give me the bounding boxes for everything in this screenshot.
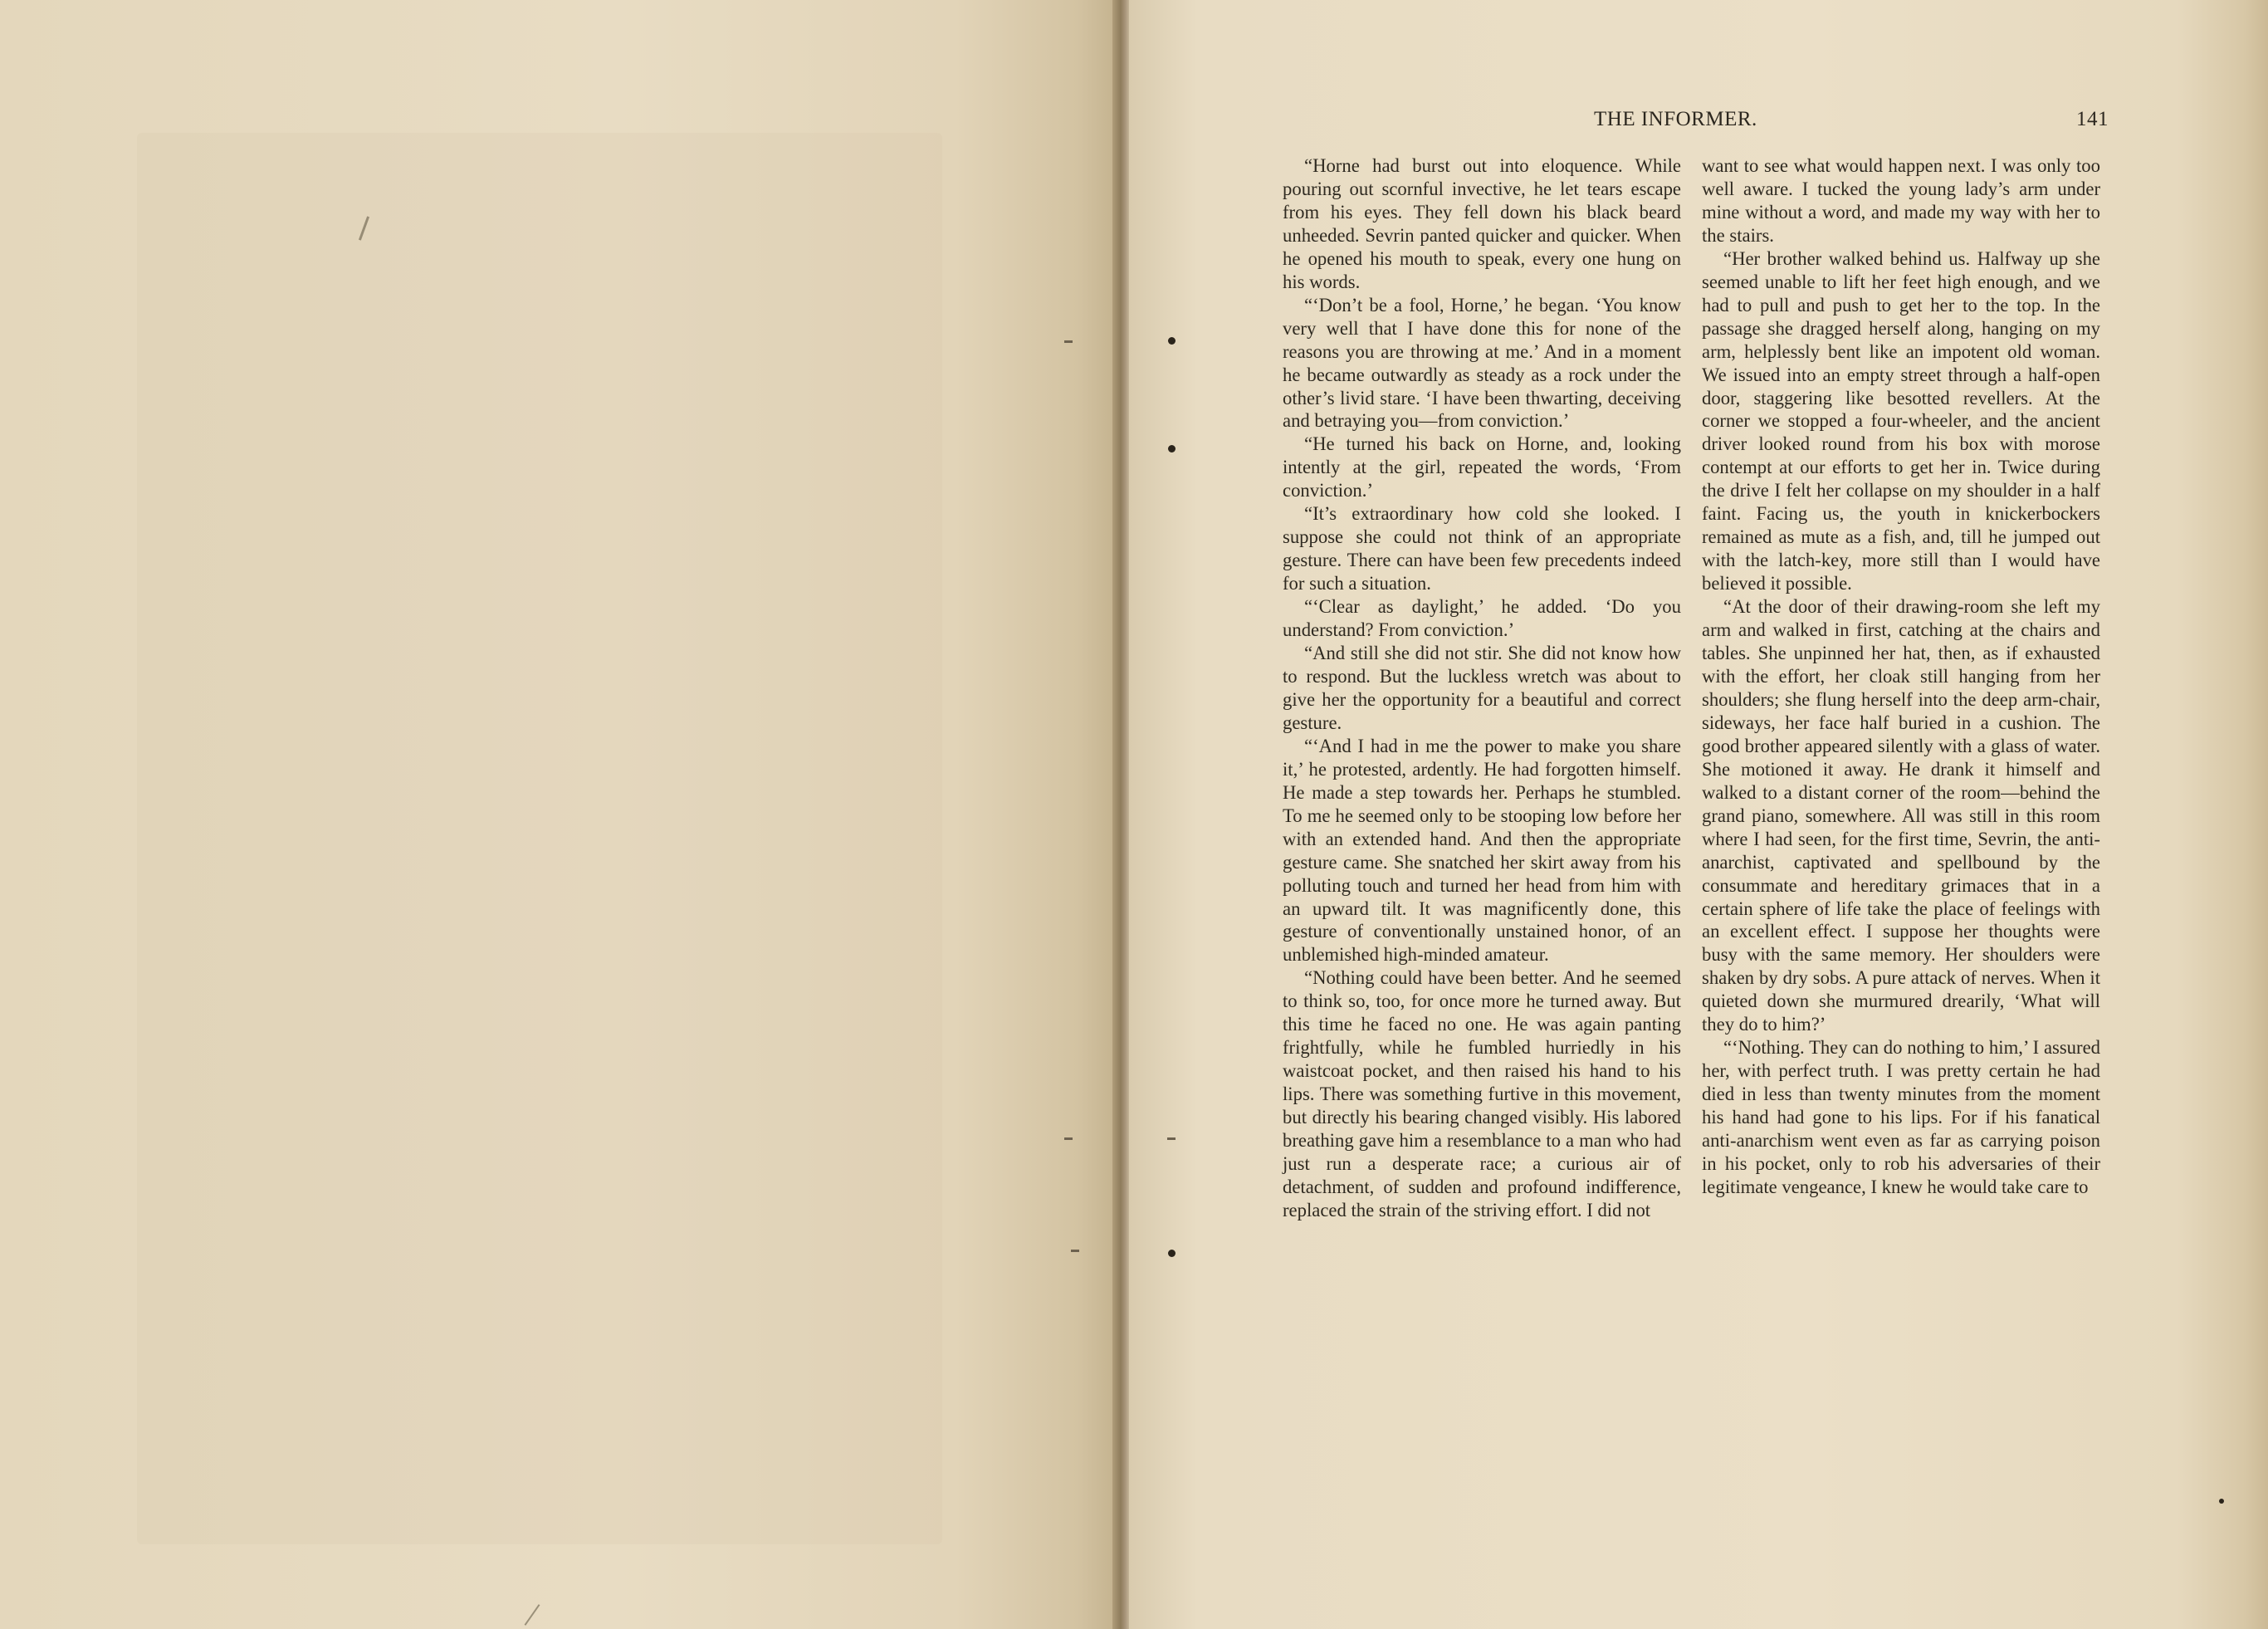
running-title: THE INFORMER. — [1594, 108, 1757, 130]
binding-hole — [1168, 445, 1176, 452]
paper-mark — [525, 1604, 540, 1626]
paragraph: “Horne had burst out into eloquence. While pouring out scornful invective, he let tears escape from his eyes. They fell down his black beard unheeded. Sevrin panted quicker and quicker. When he opened his mouth to speak, every one hung on his words. — [1283, 155, 1681, 292]
paragraph: “‘Don’t be a fool, Horne,’ he began. ‘You know very well that I have done this for none of the reasons you are throwing at me.’ And in a moment he became outwardly as steady as a rock under the other’s livid stare. ‘I have been thwarting, deceiving and betraying you—from conviction.’ — [1283, 294, 1681, 432]
paragraph: “Nothing could have been better. And he seemed to think so, too, for once more he turned away. But this time he faced no one. He was again panting frightfully, while he fumbled hurriedly in his waistcoat pocket, and then raised his hand to his lips. There was something furtive in this movement, but directly his bearing changed visibly. His labored breathing gave him a resemblance to a man who had just run a desperate race; a curious air of detachment, of sudden and profound indifference, replaced the strain of the striving effort. I did not — [1283, 967, 1681, 1221]
text-column-left — [1283, 154, 1681, 1483]
page-number: 141 — [2076, 108, 2109, 130]
left-page-blank — [0, 0, 1122, 1629]
page-speck — [1064, 340, 1073, 343]
paragraph: “And still she did not stir. She did not know how to respond. But the luckless wretch was about to give her the opportunity for a beautiful and correct gesture. — [1283, 643, 1681, 733]
page-speck — [1167, 1137, 1176, 1140]
show-through-shadow — [137, 133, 942, 1544]
page-speck — [1064, 1137, 1073, 1140]
paragraph: “It’s extraordinary how cold she looked. I suppose she could not think of an appropriate gesture. There can have been few precedents indeed for such a situation. — [1283, 503, 1681, 594]
paragraph: “‘And I had in me the power to make you share it,’ he protested, ardently. He had forgotten himself. He made a step towards her. Perhaps he stumbled. To me he seemed only to be stooping low before her with an extended hand. And then the appropriate gesture came. She snatched her skirt away from his polluting touch and turned her head from him with an upward tilt. It was magnificently done, this gesture of conventionally unstained honor, of an unblemished high-minded amateur. — [1283, 735, 1681, 966]
paragraph: “‘Nothing. They can do nothing to him,’ I assured her, with perfect truth. I was pretty certain he had died in less than twenty minutes from the moment his hand had gone to his lips. For if his fanatical anti-anarchism went even as far as carrying poison in his pocket, only to rob his adversaries of their legitimate vengeance, I knew he would take care to — [1702, 1037, 2100, 1197]
page-speck — [1071, 1250, 1079, 1252]
binding-hole — [1168, 337, 1176, 345]
binding-hole — [1168, 1250, 1176, 1257]
text-column-right — [1702, 154, 2100, 1483]
running-head — [1278, 108, 2109, 141]
book-gutter — [1112, 0, 1131, 1629]
paragraph: “Her brother walked behind us. Halfway up she seemed unable to lift her feet high enough, and we had to pull and push to get her to the top. In the passage she dragged herself along, hanging on my arm, helplessly bent like an impotent old woman. We issued into an empty street through a half-open door, staggering like besotted revellers. At the corner we stopped a four-wheeler, and the ancient driver looked round from his box with morose contempt at our efforts to get her in. Twice during the drive I felt her collapse on my shoulder in a half faint. Facing us, the youth in knickerbockers remained as mute as a fish, and, till he jumped out with the latch-key, more still than I would have believed it possible. — [1702, 247, 2100, 594]
paragraph: “‘Clear as daylight,’ he added. ‘Do you understand? From conviction.’ — [1283, 596, 1681, 641]
paragraph-continued: want to see what would happen next. I was only too well aware. I tucked the young lady’s arm under mine without a word, and made my way with her to the stairs. — [1702, 155, 2100, 246]
paragraph: “He turned his back on Horne, and, looking intently at the girl, repeated the words, ‘From conviction.’ — [1283, 433, 1681, 501]
page-speck — [2219, 1499, 2224, 1504]
paragraph: “At the door of their drawing-room she left my arm and walked in first, catching at the chairs and tables. She unpinned her hat, then, as if exhausted with the effort, her cloak still hanging from her shoulders; she flung herself into the deep arm-chair, sideways, her face half buried in a cushion. The good brother appeared silently with a glass of water. She motioned it away. He drank it himself and walked to a distant corner of the room—behind the grand piano, somewhere. All was still in this room where I had seen, for the first time, Sevrin, the anti-anarchist, captivated and spellbound by the consummate and hereditary grimaces that in a certain sphere of life take the place of feelings with an excellent effect. I suppose her thoughts were busy with the same memory. Her shoulders were shaken by dry sobs. A pure attack of nerves. When it quieted down she murmured drearily, ‘What will they do to him?’ — [1702, 596, 2100, 1035]
